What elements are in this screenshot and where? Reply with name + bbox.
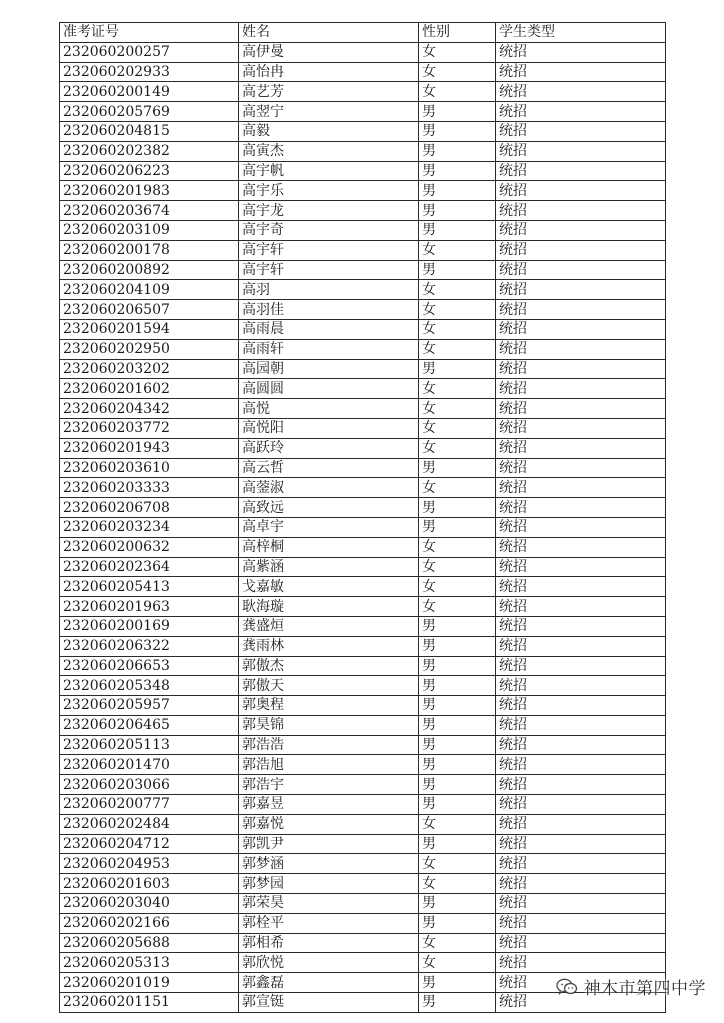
cell-exam-id: 232060204109 — [60, 280, 239, 300]
table-row — [60, 121, 666, 141]
cell-exam-id: 232060200149 — [60, 82, 239, 102]
table-row — [60, 597, 666, 617]
cell-name: 高寅杰 — [239, 141, 419, 161]
cell-student-type: 统招 — [496, 201, 666, 221]
cell-student-type: 统招 — [496, 953, 666, 973]
table-row — [60, 735, 666, 755]
cell-student-type: 统招 — [496, 300, 666, 320]
cell-gender: 男 — [419, 834, 496, 854]
cell-gender: 男 — [419, 359, 496, 379]
cell-student-type: 统招 — [496, 755, 666, 775]
cell-name: 郭栓平 — [239, 913, 419, 933]
cell-gender: 男 — [419, 260, 496, 280]
cell-student-type: 统招 — [496, 260, 666, 280]
cell-student-type: 统招 — [496, 656, 666, 676]
table-row — [60, 913, 666, 933]
table-row — [60, 953, 666, 973]
cell-student-type: 统招 — [496, 102, 666, 122]
cell-student-type: 统招 — [496, 696, 666, 716]
cell-gender: 女 — [419, 280, 496, 300]
cell-name: 郭奥程 — [239, 696, 419, 716]
cell-student-type: 统招 — [496, 834, 666, 854]
table-row — [60, 775, 666, 795]
cell-name: 高伊曼 — [239, 42, 419, 62]
table-row — [60, 636, 666, 656]
cell-gender: 男 — [419, 498, 496, 518]
cell-exam-id: 232060200777 — [60, 795, 239, 815]
cell-student-type: 统招 — [496, 478, 666, 498]
cell-gender: 男 — [419, 517, 496, 537]
cell-name: 郭傲天 — [239, 676, 419, 696]
cell-exam-id: 232060206322 — [60, 636, 239, 656]
cell-gender: 男 — [419, 201, 496, 221]
cell-exam-id: 232060202382 — [60, 141, 239, 161]
cell-name: 高宇奇 — [239, 220, 419, 240]
cell-student-type: 统招 — [496, 42, 666, 62]
cell-student-type: 统招 — [496, 280, 666, 300]
cell-name: 郭傲杰 — [239, 656, 419, 676]
cell-name: 高圆圆 — [239, 379, 419, 399]
cell-student-type: 统招 — [496, 814, 666, 834]
cell-gender: 男 — [419, 102, 496, 122]
student-roster-table — [59, 22, 666, 1013]
cell-gender: 男 — [419, 894, 496, 914]
table-row — [60, 498, 666, 518]
watermark — [556, 974, 707, 999]
cell-name: 高毅 — [239, 121, 419, 141]
cell-gender: 女 — [419, 379, 496, 399]
cell-exam-id: 232060203610 — [60, 458, 239, 478]
cell-student-type: 统招 — [496, 62, 666, 82]
cell-gender: 男 — [419, 636, 496, 656]
cell-student-type: 统招 — [496, 775, 666, 795]
cell-name: 高怡冉 — [239, 62, 419, 82]
cell-name: 戈嘉敏 — [239, 577, 419, 597]
table-row — [60, 220, 666, 240]
cell-gender: 男 — [419, 993, 496, 1013]
cell-name: 高悦阳 — [239, 418, 419, 438]
table-row — [60, 319, 666, 339]
cell-exam-id: 232060202166 — [60, 913, 239, 933]
cell-exam-id: 232060203066 — [60, 775, 239, 795]
cell-student-type: 统招 — [496, 121, 666, 141]
cell-student-type: 统招 — [496, 854, 666, 874]
table-row — [60, 696, 666, 716]
cell-student-type: 统招 — [496, 913, 666, 933]
table-row — [60, 102, 666, 122]
table-row — [60, 379, 666, 399]
cell-gender: 男 — [419, 696, 496, 716]
cell-student-type: 统招 — [496, 517, 666, 537]
cell-exam-id: 232060205113 — [60, 735, 239, 755]
cell-gender: 男 — [419, 161, 496, 181]
cell-name: 高艺芳 — [239, 82, 419, 102]
cell-gender: 女 — [419, 953, 496, 973]
cell-exam-id: 232060206653 — [60, 656, 239, 676]
cell-gender: 女 — [419, 62, 496, 82]
cell-name: 高卓宇 — [239, 517, 419, 537]
cell-gender: 男 — [419, 181, 496, 201]
table-row — [60, 517, 666, 537]
cell-exam-id: 232060205688 — [60, 933, 239, 953]
cell-exam-id: 232060204342 — [60, 399, 239, 419]
cell-name: 郭浩旭 — [239, 755, 419, 775]
cell-gender: 女 — [419, 854, 496, 874]
cell-student-type: 统招 — [496, 973, 666, 993]
cell-exam-id: 232060205348 — [60, 676, 239, 696]
header-gender: 性别 — [419, 23, 496, 43]
cell-student-type: 统招 — [496, 458, 666, 478]
table-row — [60, 458, 666, 478]
table-row — [60, 181, 666, 201]
table-row — [60, 894, 666, 914]
table-row — [60, 537, 666, 557]
cell-student-type: 统招 — [496, 161, 666, 181]
cell-student-type: 统招 — [496, 715, 666, 735]
cell-exam-id: 232060200178 — [60, 240, 239, 260]
table-row — [60, 478, 666, 498]
cell-student-type: 统招 — [496, 795, 666, 815]
cell-name: 郭鑫磊 — [239, 973, 419, 993]
cell-exam-id: 232060201594 — [60, 319, 239, 339]
cell-student-type: 统招 — [496, 636, 666, 656]
cell-gender: 男 — [419, 656, 496, 676]
table-row — [60, 834, 666, 854]
table-row — [60, 339, 666, 359]
cell-exam-id: 232060206465 — [60, 715, 239, 735]
cell-gender: 男 — [419, 458, 496, 478]
cell-exam-id: 232060203333 — [60, 478, 239, 498]
cell-name: 郭梦涵 — [239, 854, 419, 874]
cell-gender: 男 — [419, 121, 496, 141]
cell-student-type: 统招 — [496, 82, 666, 102]
cell-name: 郭嘉悦 — [239, 814, 419, 834]
cell-student-type: 统招 — [496, 577, 666, 597]
table-row — [60, 399, 666, 419]
cell-exam-id: 232060204712 — [60, 834, 239, 854]
wechat-icon — [556, 978, 578, 996]
cell-gender: 女 — [419, 438, 496, 458]
cell-exam-id: 232060202933 — [60, 62, 239, 82]
cell-gender: 女 — [419, 478, 496, 498]
cell-exam-id: 232060204815 — [60, 121, 239, 141]
table-row — [60, 62, 666, 82]
table-row — [60, 280, 666, 300]
cell-student-type: 统招 — [496, 735, 666, 755]
cell-name: 郭浩宇 — [239, 775, 419, 795]
cell-gender: 女 — [419, 339, 496, 359]
watermark-text: 神木市第四中学 — [583, 979, 706, 999]
cell-name: 高宇龙 — [239, 201, 419, 221]
table-row — [60, 557, 666, 577]
cell-student-type: 统招 — [496, 438, 666, 458]
table-row — [60, 656, 666, 676]
cell-gender: 男 — [419, 735, 496, 755]
cell-gender: 女 — [419, 874, 496, 894]
cell-exam-id: 232060206708 — [60, 498, 239, 518]
table-row — [60, 82, 666, 102]
cell-student-type: 统招 — [496, 933, 666, 953]
cell-name: 高蓥淑 — [239, 478, 419, 498]
cell-student-type: 统招 — [496, 498, 666, 518]
cell-name: 高跃玲 — [239, 438, 419, 458]
cell-exam-id: 232060203674 — [60, 201, 239, 221]
cell-name: 耿海璇 — [239, 597, 419, 617]
cell-student-type: 统招 — [496, 399, 666, 419]
table-row — [60, 874, 666, 894]
header-student-type: 学生类型 — [496, 23, 666, 43]
table-row — [60, 854, 666, 874]
cell-exam-id: 232060203109 — [60, 220, 239, 240]
cell-gender: 女 — [419, 399, 496, 419]
cell-exam-id: 232060202950 — [60, 339, 239, 359]
cell-exam-id: 232060201983 — [60, 181, 239, 201]
cell-gender: 男 — [419, 141, 496, 161]
cell-exam-id: 232060201151 — [60, 993, 239, 1013]
cell-student-type: 统招 — [496, 379, 666, 399]
table-row — [60, 359, 666, 379]
table-row — [60, 240, 666, 260]
cell-name: 郭昊锦 — [239, 715, 419, 735]
cell-name: 郭宣铤 — [239, 993, 419, 1013]
cell-exam-id: 232060201963 — [60, 597, 239, 617]
table-row — [60, 577, 666, 597]
cell-student-type: 统招 — [496, 181, 666, 201]
cell-name: 高翌宁 — [239, 102, 419, 122]
table-header-row — [60, 23, 666, 43]
cell-name: 郭欣悦 — [239, 953, 419, 973]
table-row — [60, 260, 666, 280]
cell-name: 高宇帆 — [239, 161, 419, 181]
cell-exam-id: 232060205769 — [60, 102, 239, 122]
cell-name: 龚盛烜 — [239, 616, 419, 636]
cell-student-type: 统招 — [496, 339, 666, 359]
header-name: 姓名 — [239, 23, 419, 43]
cell-exam-id: 232060205957 — [60, 696, 239, 716]
cell-gender: 男 — [419, 676, 496, 696]
cell-exam-id: 232060201603 — [60, 874, 239, 894]
cell-name: 高宇轩 — [239, 240, 419, 260]
table-row — [60, 42, 666, 62]
cell-name: 郭梦园 — [239, 874, 419, 894]
cell-name: 郭凯尹 — [239, 834, 419, 854]
cell-name: 高宇乐 — [239, 181, 419, 201]
cell-exam-id: 232060201943 — [60, 438, 239, 458]
cell-name: 高梓桐 — [239, 537, 419, 557]
cell-name: 郭荣昊 — [239, 894, 419, 914]
cell-gender: 男 — [419, 755, 496, 775]
cell-name: 高园朝 — [239, 359, 419, 379]
cell-gender: 女 — [419, 240, 496, 260]
cell-name: 高宇轩 — [239, 260, 419, 280]
table-row — [60, 418, 666, 438]
cell-exam-id: 232060202484 — [60, 814, 239, 834]
cell-student-type: 统招 — [496, 319, 666, 339]
cell-student-type: 统招 — [496, 359, 666, 379]
cell-exam-id: 232060201019 — [60, 973, 239, 993]
cell-student-type: 统招 — [496, 418, 666, 438]
table-row — [60, 795, 666, 815]
cell-name: 高云哲 — [239, 458, 419, 478]
cell-exam-id: 232060201602 — [60, 379, 239, 399]
table-row — [60, 438, 666, 458]
table-row — [60, 676, 666, 696]
cell-student-type: 统招 — [496, 537, 666, 557]
table-row — [60, 201, 666, 221]
cell-name: 郭嘉昱 — [239, 795, 419, 815]
cell-student-type: 统招 — [496, 676, 666, 696]
cell-gender: 男 — [419, 616, 496, 636]
cell-student-type: 统招 — [496, 993, 666, 1013]
cell-exam-id: 232060200257 — [60, 42, 239, 62]
cell-gender: 男 — [419, 775, 496, 795]
table-row — [60, 933, 666, 953]
cell-exam-id: 232060203040 — [60, 894, 239, 914]
cell-gender: 男 — [419, 715, 496, 735]
cell-gender: 女 — [419, 42, 496, 62]
cell-exam-id: 232060200169 — [60, 616, 239, 636]
cell-gender: 男 — [419, 220, 496, 240]
cell-exam-id: 232060200632 — [60, 537, 239, 557]
header-exam-id: 准考证号 — [60, 23, 239, 43]
table-row — [60, 814, 666, 834]
cell-name: 郭相希 — [239, 933, 419, 953]
cell-gender: 女 — [419, 418, 496, 438]
cell-name: 高致远 — [239, 498, 419, 518]
cell-exam-id: 232060200892 — [60, 260, 239, 280]
cell-student-type: 统招 — [496, 894, 666, 914]
cell-exam-id: 232060202364 — [60, 557, 239, 577]
cell-exam-id: 232060204953 — [60, 854, 239, 874]
cell-name: 龚雨林 — [239, 636, 419, 656]
cell-name: 高雨晨 — [239, 319, 419, 339]
cell-student-type: 统招 — [496, 874, 666, 894]
cell-gender: 女 — [419, 557, 496, 577]
cell-name: 高悦 — [239, 399, 419, 419]
cell-exam-id: 232060206223 — [60, 161, 239, 181]
table-body — [60, 42, 666, 1012]
cell-name: 高紫涵 — [239, 557, 419, 577]
cell-exam-id: 232060205313 — [60, 953, 239, 973]
cell-exam-id: 232060201470 — [60, 755, 239, 775]
cell-gender: 女 — [419, 577, 496, 597]
cell-name: 郭浩浩 — [239, 735, 419, 755]
cell-gender: 女 — [419, 933, 496, 953]
cell-exam-id: 232060203202 — [60, 359, 239, 379]
cell-name: 高羽佳 — [239, 300, 419, 320]
cell-gender: 女 — [419, 300, 496, 320]
cell-exam-id: 232060203772 — [60, 418, 239, 438]
cell-exam-id: 232060203234 — [60, 517, 239, 537]
cell-exam-id: 232060205413 — [60, 577, 239, 597]
cell-name: 高羽 — [239, 280, 419, 300]
cell-gender: 男 — [419, 913, 496, 933]
cell-name: 高雨轩 — [239, 339, 419, 359]
table-row — [60, 755, 666, 775]
cell-gender: 女 — [419, 537, 496, 557]
cell-student-type: 统招 — [496, 220, 666, 240]
table-row — [60, 161, 666, 181]
cell-gender: 女 — [419, 814, 496, 834]
cell-gender: 男 — [419, 973, 496, 993]
cell-student-type: 统招 — [496, 240, 666, 260]
table-row — [60, 141, 666, 161]
cell-gender: 女 — [419, 319, 496, 339]
cell-gender: 男 — [419, 795, 496, 815]
cell-student-type: 统招 — [496, 557, 666, 577]
cell-gender: 女 — [419, 597, 496, 617]
cell-student-type: 统招 — [496, 141, 666, 161]
table-row — [60, 715, 666, 735]
table-row — [60, 300, 666, 320]
cell-student-type: 统招 — [496, 616, 666, 636]
table-row — [60, 616, 666, 636]
cell-student-type: 统招 — [496, 597, 666, 617]
cell-gender: 女 — [419, 82, 496, 102]
cell-exam-id: 232060206507 — [60, 300, 239, 320]
